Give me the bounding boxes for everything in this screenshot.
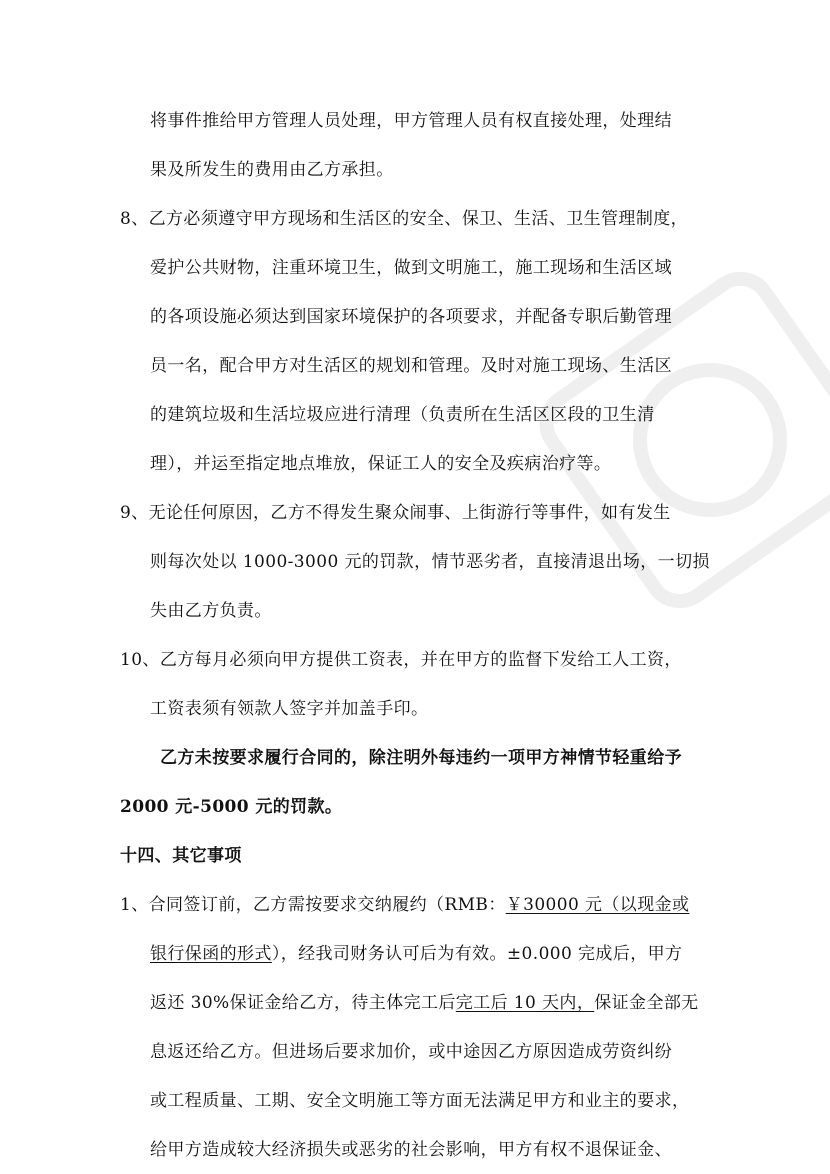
- clause-8-line-4: 员一名，配合甲方对生活区的规划和管理。及时对施工现场、生活区: [150, 356, 672, 376]
- penalty-line-1: 乙方未按要求履行合同的，除注明外每违约一项甲方神情节轻重给予: [160, 748, 682, 768]
- clause-9-line-2: 则每次处以 1000-3000 元的罚款，情节恶劣者，直接清退出场，一切损: [150, 552, 710, 572]
- clause-8-line-6: 理），并运至指定地点堆放，保证工人的安全及疾病治疗等。: [150, 454, 612, 474]
- clause-8-line-5: 的建筑垃圾和生活垃圾应进行清理（负责所在生活区区段的卫生清: [150, 405, 655, 425]
- refund-deadline: 完工后 10 天内，: [455, 993, 595, 1013]
- text-line-2: 果及所发生的费用由乙方承担。: [150, 160, 394, 180]
- clause-8-line-3: 的各项设施必须达到国家环境保护的各项要求，并配备专职后勤管理: [150, 307, 672, 327]
- clause-8-line-1: 8、乙方必须遵守甲方现场和生活区的安全、保卫、生活、卫生管理制度，: [120, 209, 689, 229]
- section-heading-14: 十四、其它事项: [120, 846, 242, 866]
- deposit-amount: ￥30000 元（以现金或: [505, 895, 690, 915]
- penalty-line-2: 2000 元-5000 元的罚款。: [120, 797, 343, 817]
- item-1-line-3: [150, 988, 699, 1013]
- item-1-line-2: [150, 939, 682, 964]
- item-1-line-3-tail: 保证金全部无: [594, 993, 699, 1013]
- item-1-line-6: 给甲方造成较大经济损失或恶劣的社会影响，甲方有权不退保证金、: [150, 1140, 672, 1160]
- item-1-line-1: [120, 890, 689, 915]
- item-1-line-2-text: ），经我司财务认可后为有效。±0.000 完成后，甲方: [271, 944, 683, 964]
- clause-9-line-3: 失由乙方负责。: [150, 601, 272, 621]
- clause-9-line-1: 9、无论任何原因，乙方不得发生聚众闹事、上街游行等事件，如有发生: [120, 503, 671, 523]
- clause-8-line-2: 爱护公共财物，注重环境卫生，做到文明施工，施工现场和生活区域: [150, 258, 672, 278]
- text-line-1: 将事件推给甲方管理人员处理，甲方管理人员有权直接处理，处理结: [150, 111, 672, 131]
- deposit-form: 银行保函的形式: [150, 944, 272, 964]
- item-1-line-3-text: 返还 30%保证金给乙方，待主体完工后: [150, 993, 456, 1013]
- item-1-line-1-text: 1、合同签订前，乙方需按要求交纳履约（RMB：: [120, 895, 506, 915]
- clause-10-line-1: 10、乙方每月必须向甲方提供工资表，并在甲方的监督下发给工人工资，: [120, 650, 682, 670]
- item-1-line-4: 息返还给乙方。但进场后要求加价，或中途因乙方原因造成劳资纠纷: [150, 1042, 672, 1062]
- clause-10-line-2: 工资表须有领款人签字并加盖手印。: [150, 699, 429, 719]
- watermark-logo-icon: [507, 239, 830, 640]
- item-1-line-5: 或工程质量、工期、安全文明施工等方面无法满足甲方和业主的要求，: [150, 1091, 690, 1111]
